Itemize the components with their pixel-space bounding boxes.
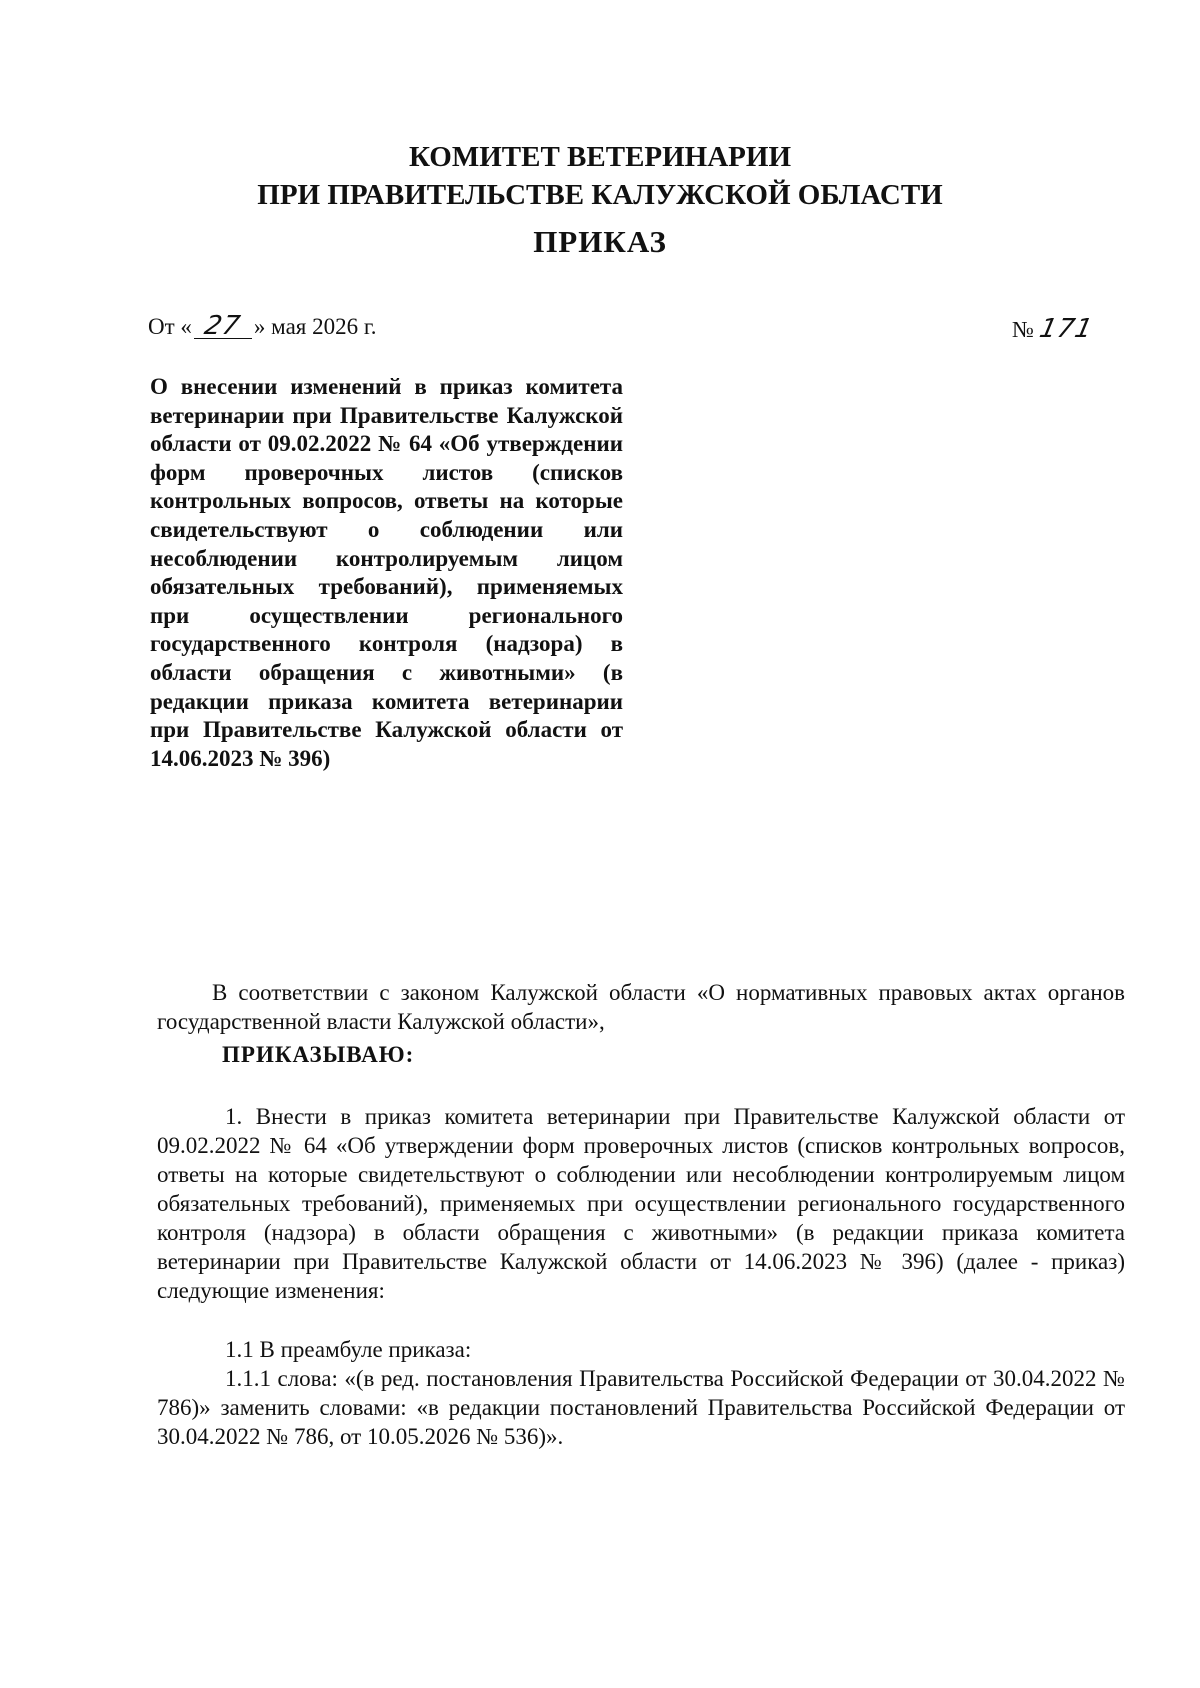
document-number [1012, 314, 1096, 344]
document-type-title: ПРИКАЗ [533, 224, 667, 259]
paragraph-1-1: 1.1 В преамбуле приказа: [225, 1337, 472, 1362]
organization-header [0, 138, 1200, 214]
organization-name-line-2: ПРИ ПРАВИТЕЛЬСТВЕ КАЛУЖСКОЙ ОБЛАСТИ [257, 179, 943, 211]
date-day-field [194, 311, 252, 341]
document-subject: О внесении изменений в приказ комитета ветеринарии при Правительстве Калужской области от 09.02.2022 № 64 «Об утверждении форм проверочных листов (списков контрольных вопросов, ответы на которые свидетельствуют о соблюдении или несоблюдении контролируемым лицом обязательных требований), применяемых при осуществлении регионального государственного контроля (надзора) в области обращения с животными» (в редакции приказа комитета ветеринарии при Правительстве Калужской области от 14.06.2023 № 396) [150, 374, 623, 771]
number-prefix: № [1012, 317, 1034, 342]
order-directive-word: ПРИКАЗЫВАЮ: [222, 1042, 415, 1067]
paragraph-1: 1. Внести в приказ комитета ветеринарии при Правительстве Калужской области от 09.02.2022 № 64 «Об утверждении форм проверочных листов (списков контрольных вопросов, ответы на которые свидетельствуют о соблюдении или несоблюдении контролируемым лицом обязательных требований), применяемых при осуществлении регионального государственного контроля (надзора) в области обращения с животными» (в редакции приказа комитета ветеринарии при Правительстве Калужской области от 14.06.2023 № 396) (далее - приказ) следующие изменения: [157, 1104, 1125, 1303]
legal-basis-paragraph: В соответствии с законом Калужской области «О нормативных правовых актах органов государственной власти Калужской области», [157, 980, 1125, 1034]
document-date [148, 311, 377, 341]
date-prefix: От « [148, 314, 192, 339]
date-suffix: » мая 2026 г. [253, 314, 377, 339]
organization-name-line-1: КОМИТЕТ ВЕТЕРИНАРИИ [408, 141, 792, 173]
handwritten-day: 27 [202, 311, 244, 341]
paragraph-1-1-1: 1.1.1 слова: «(в ред. постановления Правительства Российской Федерации от 30.04.2022 № 786)» заменить словами: «в редакции постановлений Правительства Российской Федерации от 30.04.2022 № 786, от 10.05.2026 № 536)». [157, 1366, 1125, 1449]
handwritten-number: 171 [1036, 314, 1096, 344]
